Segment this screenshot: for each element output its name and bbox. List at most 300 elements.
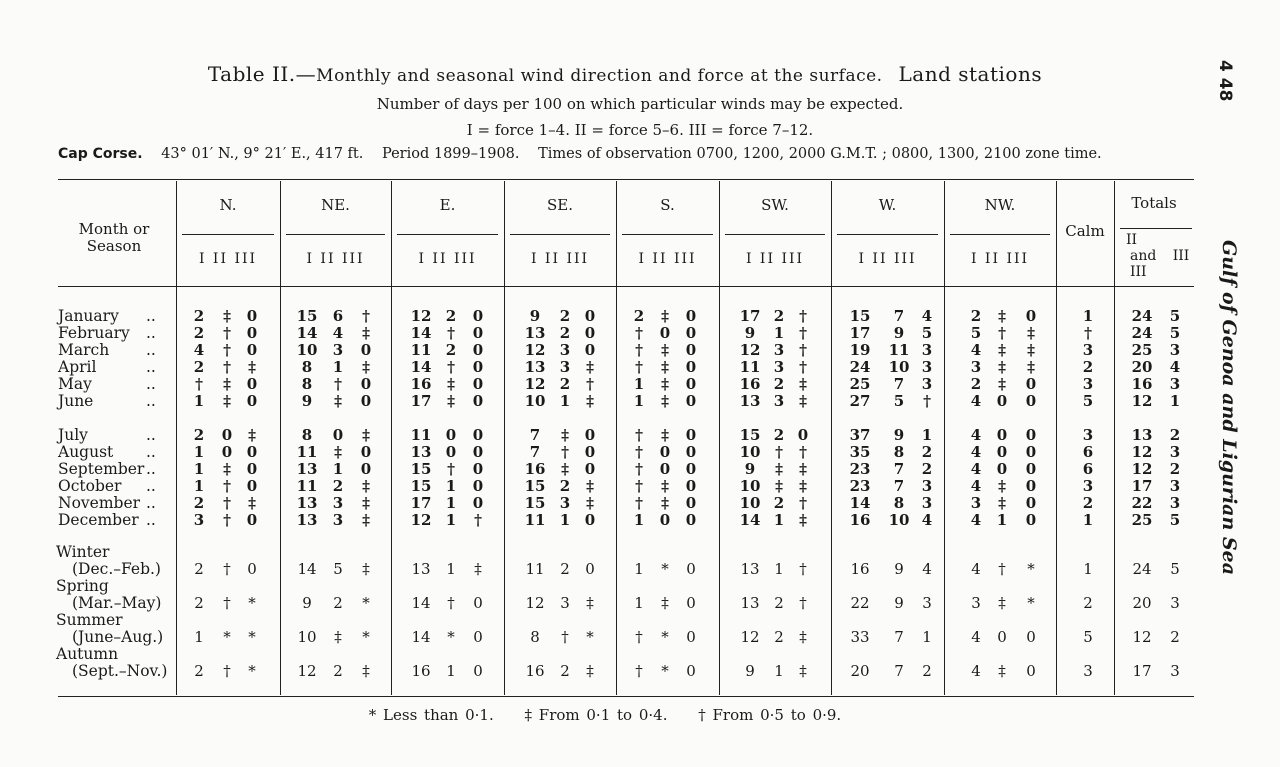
season-cell: † xyxy=(223,662,231,680)
table-cell: 35 xyxy=(849,443,871,461)
table-cell: 0 xyxy=(685,443,697,461)
table-cell: 7 xyxy=(529,426,541,444)
table-cell: 0 xyxy=(1025,392,1037,410)
season-cell: 2 xyxy=(774,628,784,646)
table-cell: 3 xyxy=(559,358,571,376)
season-cell: * xyxy=(248,594,256,612)
table-cell: 0 xyxy=(1025,460,1037,478)
table-cell: 16 xyxy=(739,375,761,393)
season-cell: * xyxy=(362,628,370,646)
season-cell: 5 xyxy=(333,560,343,578)
table-cell: ‡ xyxy=(661,494,669,512)
table-cell: † xyxy=(799,307,807,325)
direction-header-ne: NE. xyxy=(321,196,350,214)
table-cell: 0 xyxy=(685,324,697,342)
table-cell: 1 xyxy=(445,477,457,495)
table-cell: 13 xyxy=(524,358,546,376)
table-cell: † xyxy=(447,324,455,342)
leader-dots: .. xyxy=(146,511,156,529)
table-cell: 2 xyxy=(445,307,457,325)
table-cell: ‡ xyxy=(586,392,594,410)
season-label xyxy=(56,612,163,646)
season-cell: ‡ xyxy=(362,662,370,680)
table-cell: 0 xyxy=(472,426,484,444)
season-cell: 9 xyxy=(302,594,312,612)
table-cell: 0 xyxy=(445,443,457,461)
table-cell: 2 xyxy=(445,341,457,359)
force-subheader: I II III xyxy=(306,251,365,267)
table-cell: 3 xyxy=(921,358,933,376)
season-cell: † xyxy=(561,628,569,646)
table-cell: 4 xyxy=(1169,358,1181,376)
table-cell: ‡ xyxy=(661,358,669,376)
leader-dots: .. xyxy=(146,392,156,410)
season-cell: 12 xyxy=(740,628,760,646)
season-cell: † xyxy=(635,628,643,646)
table-cell: 9 xyxy=(893,324,905,342)
month-label xyxy=(58,375,156,393)
season-cell: 2 xyxy=(333,662,343,680)
table-cell: 11 xyxy=(888,341,910,359)
season-cell: ‡ xyxy=(998,594,1006,612)
season-cell: ‡ xyxy=(586,594,594,612)
table-cell: 1 xyxy=(921,426,933,444)
table-cell: 4 xyxy=(970,426,982,444)
footnote-dagger: † From 0·5 to 0·9. xyxy=(698,706,842,724)
table-cell: 0 xyxy=(472,341,484,359)
season-cell: 17 xyxy=(1132,662,1152,680)
season-name: Spring xyxy=(56,577,109,595)
season-cell: * xyxy=(447,628,455,646)
table-cell: ‡ xyxy=(1027,324,1035,342)
table-cell: 9 xyxy=(893,426,905,444)
direction-rule xyxy=(725,234,825,235)
row-header-month: Month or xyxy=(78,220,150,238)
month-name: November xyxy=(58,494,141,512)
table-cell: 0 xyxy=(659,324,671,342)
table-cell: 1 xyxy=(332,460,344,478)
season-cell: 1 xyxy=(774,662,784,680)
table-cell: 0 xyxy=(1025,494,1037,512)
month-label xyxy=(58,358,156,376)
season-cell: 3 xyxy=(560,594,570,612)
season-cell: 0 xyxy=(997,628,1007,646)
table-cell: 8 xyxy=(301,375,313,393)
season-months: (Sept.–Nov.) xyxy=(72,662,168,680)
table-cell: 3 xyxy=(1169,477,1181,495)
table-cell: 8 xyxy=(893,494,905,512)
table-cell: 11 xyxy=(524,511,546,529)
table-cell: 10 xyxy=(739,477,761,495)
table-cell: 10 xyxy=(739,443,761,461)
table-cell: 0 xyxy=(472,324,484,342)
table-cell: 16 xyxy=(1131,375,1153,393)
table-cell: † xyxy=(447,460,455,478)
table-cell: 3 xyxy=(332,494,344,512)
season-cell: † xyxy=(223,560,231,578)
table-cell: 12 xyxy=(524,375,546,393)
month-name: June xyxy=(58,392,94,410)
table-cell: 3 xyxy=(1082,477,1094,495)
table-cell: 0 xyxy=(584,443,596,461)
season-cell: 7 xyxy=(894,662,904,680)
table-title xyxy=(0,62,1250,86)
direction-rule xyxy=(182,234,274,235)
season-cell: * xyxy=(362,594,370,612)
season-cell: 0 xyxy=(686,560,696,578)
table-cell: ‡ xyxy=(799,375,807,393)
season-cell: 4 xyxy=(922,560,932,578)
table-cell: 9 xyxy=(529,307,541,325)
table-cell: † xyxy=(1084,324,1092,342)
season-cell: † xyxy=(223,594,231,612)
table-cell: 4 xyxy=(921,511,933,529)
season-cell: 0 xyxy=(473,662,483,680)
month-label xyxy=(58,511,156,529)
month-label xyxy=(58,443,156,461)
force-subheader: I II III xyxy=(858,251,917,267)
table-cell: 0 xyxy=(221,443,233,461)
table-cell: 3 xyxy=(773,358,785,376)
month-name: October xyxy=(58,477,122,495)
table-cell: ‡ xyxy=(775,477,783,495)
table-cell: ‡ xyxy=(661,307,669,325)
table-cell: 0 xyxy=(1025,375,1037,393)
table-cell: ‡ xyxy=(586,358,594,376)
table-cell: 1 xyxy=(1169,392,1181,410)
table-cell: 4 xyxy=(921,307,933,325)
season-cell: 2 xyxy=(1083,594,1093,612)
table-cell: 0 xyxy=(332,426,344,444)
table-cell: † xyxy=(334,375,342,393)
season-cell: 0 xyxy=(473,594,483,612)
table-cell: † xyxy=(635,477,643,495)
station-times: Times of observation 0700, 1200, 2000 G.M.T. ; 0800, 1300, 2100 zone time. xyxy=(538,146,1102,162)
season-cell: 0 xyxy=(686,594,696,612)
table-cell: † xyxy=(474,511,482,529)
table-cell: 1 xyxy=(559,392,571,410)
season-cell: * xyxy=(223,628,231,646)
table-cell: 2 xyxy=(921,443,933,461)
season-cell: 2 xyxy=(774,594,784,612)
table-cell: 15 xyxy=(296,307,318,325)
season-cell: * xyxy=(1027,560,1035,578)
season-cell: 24 xyxy=(1132,560,1152,578)
table-cell: ‡ xyxy=(661,375,669,393)
table-cell: 0 xyxy=(584,307,596,325)
season-cell: 13 xyxy=(740,560,760,578)
table-cell: 12 xyxy=(1131,392,1153,410)
table-subtitle: Number of days per 100 on which particular winds may be expected. xyxy=(376,95,904,113)
table-cell: 4 xyxy=(970,511,982,529)
table-cell: 0 xyxy=(1025,426,1037,444)
season-cell: 14 xyxy=(411,628,431,646)
table-cell: ‡ xyxy=(586,494,594,512)
rule-header-bottom xyxy=(58,286,1194,287)
season-cell: 2 xyxy=(194,560,204,578)
season-cell: 10 xyxy=(297,628,317,646)
table-cell: 22 xyxy=(1131,494,1153,512)
season-label xyxy=(56,578,161,612)
month-name: May xyxy=(58,375,92,393)
column-divider xyxy=(1056,181,1057,695)
table-cell: ‡ xyxy=(1027,341,1035,359)
table-cell: 3 xyxy=(773,341,785,359)
force-subheader: I II III xyxy=(418,251,477,267)
season-cell: * xyxy=(661,560,669,578)
table-cell: 16 xyxy=(410,375,432,393)
season-cell: ‡ xyxy=(661,594,669,612)
table-cell: 9 xyxy=(301,392,313,410)
table-cell: 2 xyxy=(921,460,933,478)
table-cell: 37 xyxy=(849,426,871,444)
season-label xyxy=(56,544,161,578)
table-cell: 0 xyxy=(246,341,258,359)
force-subheader: I II III xyxy=(198,251,258,267)
table-cell: 0 xyxy=(584,324,596,342)
season-cell: 4 xyxy=(971,628,981,646)
table-cell: 5 xyxy=(893,392,905,410)
table-cell: ‡ xyxy=(248,426,256,444)
table-cell: 12 xyxy=(410,307,432,325)
table-cell: 16 xyxy=(849,511,871,529)
table-cell: 0 xyxy=(360,375,372,393)
season-cell: 12 xyxy=(1132,628,1152,646)
month-label xyxy=(58,341,156,359)
table-cell: 1 xyxy=(193,460,205,478)
table-cell: 1 xyxy=(1082,511,1094,529)
table-cell: 0 xyxy=(685,307,697,325)
season-cell: 9 xyxy=(745,662,755,680)
table-cell: 6 xyxy=(1082,460,1094,478)
table-cell: † xyxy=(223,341,231,359)
direction-header-se: SE. xyxy=(547,196,573,214)
table-cell: 4 xyxy=(970,392,982,410)
table-cell: 0 xyxy=(246,477,258,495)
table-cell: 5 xyxy=(1169,307,1181,325)
table-cell: ‡ xyxy=(362,511,370,529)
direction-rule xyxy=(837,234,938,235)
table-title-prefix: Table II.— xyxy=(207,62,317,86)
table-cell: 1 xyxy=(445,494,457,512)
table-cell: ‡ xyxy=(661,477,669,495)
table-cell: 13 xyxy=(410,443,432,461)
season-cell: ‡ xyxy=(586,662,594,680)
table-cell: † xyxy=(635,341,643,359)
season-cell: † xyxy=(799,594,807,612)
table-cell: 7 xyxy=(893,375,905,393)
leader-dots: .. xyxy=(146,443,156,461)
table-cell: 1 xyxy=(773,324,785,342)
table-cell: † xyxy=(223,358,231,376)
season-name: Summer xyxy=(56,611,123,629)
table-cell: 9 xyxy=(744,324,756,342)
leader-dots: .. xyxy=(146,494,156,512)
table-cell: 0 xyxy=(360,341,372,359)
season-cell: 1 xyxy=(634,594,644,612)
table-cell: 0 xyxy=(996,426,1008,444)
table-cell: 25 xyxy=(1131,341,1153,359)
season-cell: 2 xyxy=(1170,628,1180,646)
table-cell: † xyxy=(635,358,643,376)
table-cell: 0 xyxy=(360,443,372,461)
month-label xyxy=(58,477,156,495)
season-name: Autumn xyxy=(56,645,119,663)
table-cell: 1 xyxy=(193,477,205,495)
season-cell: 1 xyxy=(774,560,784,578)
table-cell: 0 xyxy=(685,392,697,410)
table-cell: 3 xyxy=(193,511,205,529)
table-cell: ‡ xyxy=(447,375,455,393)
totals-rule xyxy=(1120,228,1192,229)
table-cell: † xyxy=(635,460,643,478)
table-cell: 3 xyxy=(921,494,933,512)
table-cell: 0 xyxy=(685,477,697,495)
season-cell: 22 xyxy=(850,594,870,612)
rule-top xyxy=(58,179,1194,180)
table-cell: 0 xyxy=(472,494,484,512)
season-cell: ‡ xyxy=(799,628,807,646)
table-cell: 11 xyxy=(296,477,318,495)
table-cell: ‡ xyxy=(799,460,807,478)
season-cell: 0 xyxy=(473,628,483,646)
table-cell: 0 xyxy=(1025,443,1037,461)
table-cell: 0 xyxy=(360,460,372,478)
table-cell: † xyxy=(799,358,807,376)
season-cell: 0 xyxy=(686,662,696,680)
table-cell: 25 xyxy=(1131,511,1153,529)
season-cell: 12 xyxy=(297,662,317,680)
table-cell: 2 xyxy=(559,477,571,495)
direction-header-e: E. xyxy=(439,196,456,214)
table-cell: 0 xyxy=(246,324,258,342)
table-cell: 0 xyxy=(472,460,484,478)
table-cell: 2 xyxy=(1082,494,1094,512)
season-cell: 16 xyxy=(525,662,545,680)
table-cell: 4 xyxy=(970,460,982,478)
season-cell: * xyxy=(661,662,669,680)
season-cell: † xyxy=(447,594,455,612)
column-divider xyxy=(1114,181,1115,695)
table-cell: 2 xyxy=(193,358,205,376)
season-cell: 11 xyxy=(525,560,545,578)
table-cell: ‡ xyxy=(362,324,370,342)
table-cell: 12 xyxy=(410,511,432,529)
table-cell: † xyxy=(362,307,370,325)
table-cell: 0 xyxy=(472,375,484,393)
rule-bottom xyxy=(58,696,1194,697)
leader-dots: .. xyxy=(146,324,156,342)
season-cell: 0 xyxy=(1026,628,1036,646)
month-name: August xyxy=(58,443,114,461)
table-cell: ‡ xyxy=(334,443,342,461)
table-cell: † xyxy=(923,392,931,410)
table-cell: ‡ xyxy=(799,511,807,529)
table-cell: 1 xyxy=(633,392,645,410)
direction-rule xyxy=(622,234,713,235)
season-cell: * xyxy=(248,628,256,646)
table-cell: 23 xyxy=(849,460,871,478)
force-subheader: I II III xyxy=(530,251,590,267)
table-cell: 1 xyxy=(193,392,205,410)
table-cell: 2 xyxy=(1169,460,1181,478)
force-key: I = force 1–4. II = force 5–6. III = force 7–12. xyxy=(466,121,814,139)
table-cell: 0 xyxy=(1025,477,1037,495)
table-cell: 11 xyxy=(410,426,432,444)
table-cell: ‡ xyxy=(799,477,807,495)
season-cell: 0 xyxy=(686,628,696,646)
table-cell: 2 xyxy=(773,307,785,325)
month-label xyxy=(58,307,156,325)
leader-dots: .. xyxy=(146,307,156,325)
table-cell: 1 xyxy=(773,511,785,529)
table-cell: 5 xyxy=(1169,324,1181,342)
table-cell: 0 xyxy=(685,426,697,444)
table-cell: 10 xyxy=(888,511,910,529)
month-label xyxy=(58,460,156,478)
table-cell: 14 xyxy=(739,511,761,529)
table-cell: ‡ xyxy=(223,392,231,410)
table-cell: 3 xyxy=(1169,494,1181,512)
table-cell: 25 xyxy=(849,375,871,393)
table-cell: 15 xyxy=(739,426,761,444)
table-cell: 3 xyxy=(970,358,982,376)
season-cell: 20 xyxy=(850,662,870,680)
table-cell: 0 xyxy=(360,392,372,410)
leader-dots: .. xyxy=(146,426,156,444)
table-cell: 17 xyxy=(1131,477,1153,495)
season-cell: 3 xyxy=(1083,662,1093,680)
table-cell: † xyxy=(586,375,594,393)
table-cell: † xyxy=(447,358,455,376)
table-cell: ‡ xyxy=(362,426,370,444)
table-cell: ‡ xyxy=(775,460,783,478)
table-cell: † xyxy=(799,443,807,461)
season-cell: 2 xyxy=(560,560,570,578)
table-cell: 0 xyxy=(797,426,809,444)
season-cell: 9 xyxy=(894,594,904,612)
season-cell: 4 xyxy=(971,560,981,578)
table-cell: 0 xyxy=(584,511,596,529)
month-label xyxy=(58,324,156,342)
table-cell: ‡ xyxy=(998,307,1006,325)
table-cell: 3 xyxy=(970,494,982,512)
table-cell: † xyxy=(223,494,231,512)
table-cell: 4 xyxy=(332,324,344,342)
table-cell: 3 xyxy=(332,511,344,529)
season-months: (Mar.–May) xyxy=(72,594,162,612)
table-cell: 0 xyxy=(659,460,671,478)
table-cell: 12 xyxy=(1131,443,1153,461)
table-cell: 4 xyxy=(970,443,982,461)
table-cell: 15 xyxy=(410,460,432,478)
table-cell: 0 xyxy=(246,307,258,325)
table-cell: ‡ xyxy=(1027,358,1035,376)
month-name: February xyxy=(58,324,130,342)
table-cell: ‡ xyxy=(362,494,370,512)
totals-header: Totals xyxy=(1131,194,1177,212)
season-cell: † xyxy=(998,560,1006,578)
table-cell: 1 xyxy=(633,375,645,393)
table-cell: 3 xyxy=(921,341,933,359)
season-months: (Dec.–Feb.) xyxy=(72,560,161,578)
season-cell: 33 xyxy=(850,628,870,646)
table-cell: 0 xyxy=(1025,307,1037,325)
table-cell: 14 xyxy=(410,324,432,342)
table-cell: 1 xyxy=(1082,307,1094,325)
table-cell: 15 xyxy=(849,307,871,325)
season-cell: 0 xyxy=(585,560,595,578)
